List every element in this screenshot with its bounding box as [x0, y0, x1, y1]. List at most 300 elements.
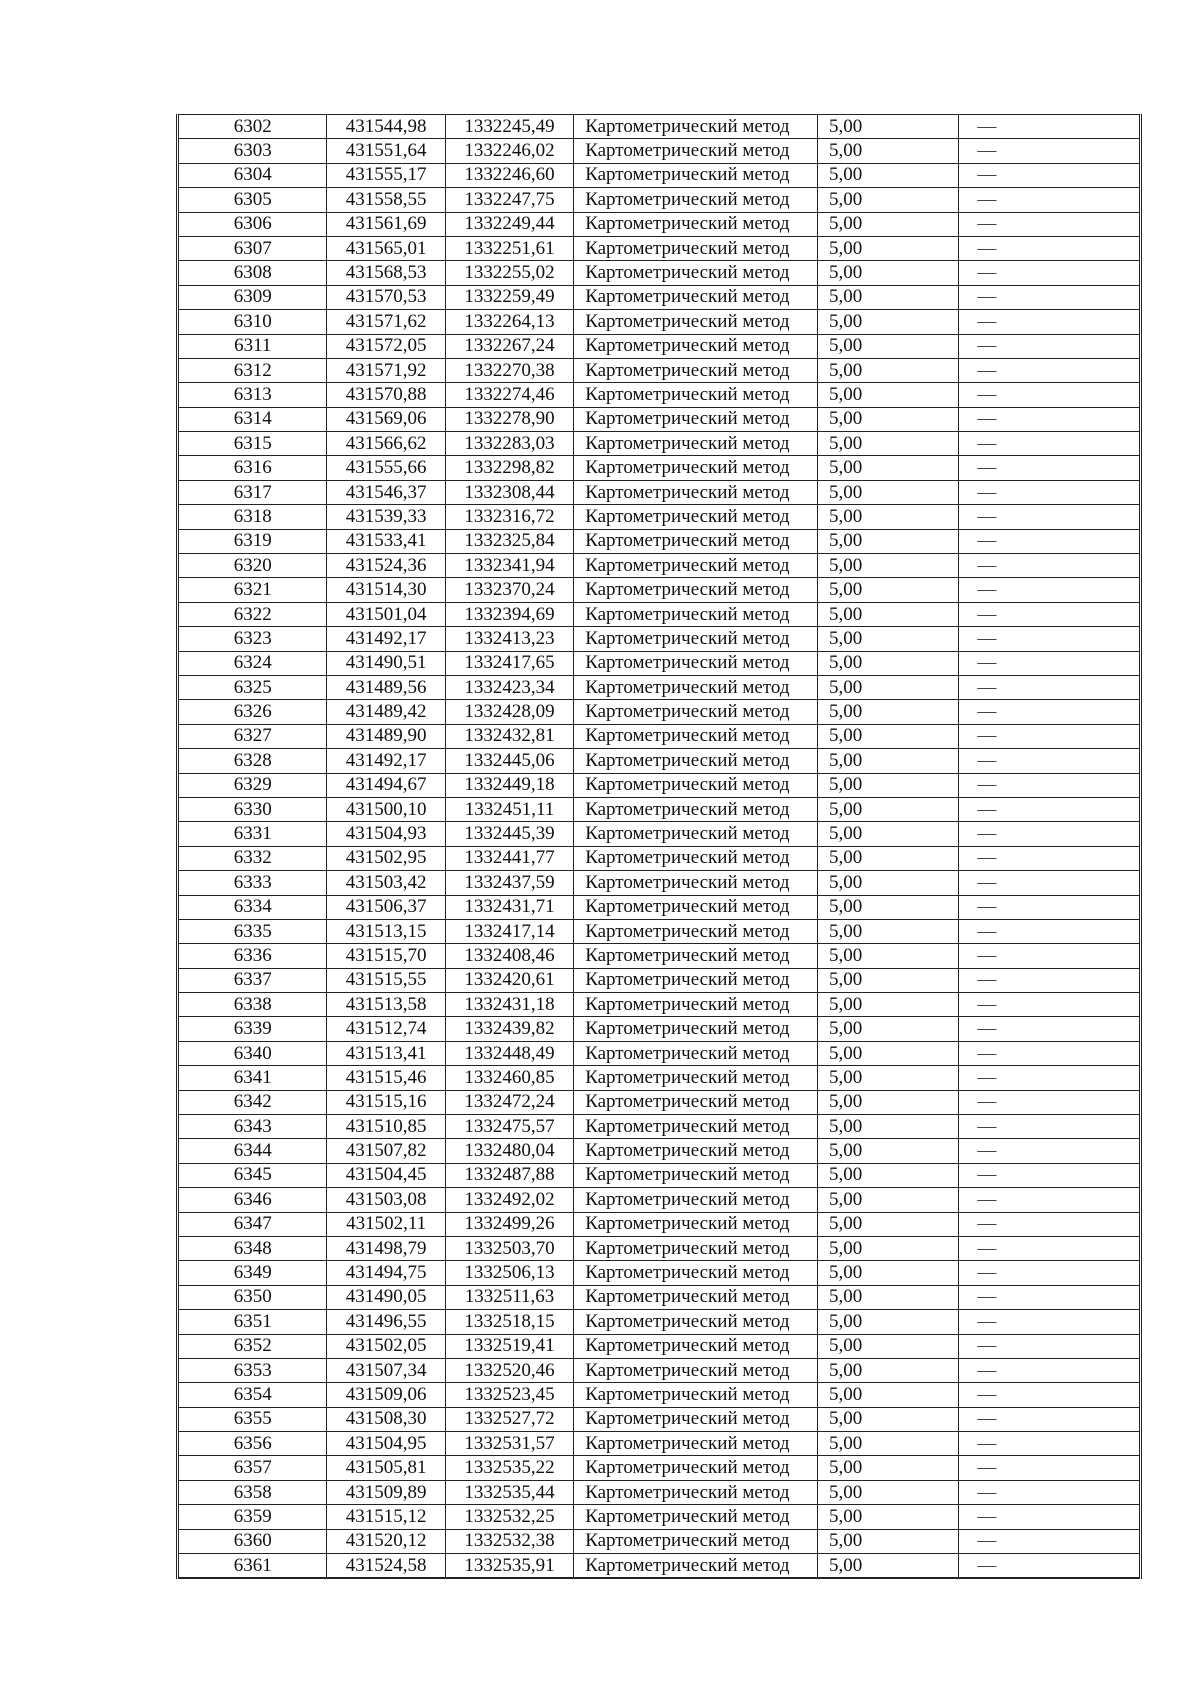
accuracy-cell: 5,00 — [817, 1407, 958, 1431]
note-cell: — — [959, 675, 1141, 699]
note-cell: — — [959, 1212, 1141, 1236]
method-cell: Картометрический метод — [574, 236, 818, 260]
point-number-cell: 6345 — [178, 1163, 327, 1187]
method-cell: Картометрический метод — [574, 1139, 818, 1163]
x-coordinate-cell: 431489,56 — [327, 675, 445, 699]
y-coordinate-cell: 1332246,02 — [445, 139, 573, 163]
point-number-cell: 6356 — [178, 1432, 327, 1456]
table-row — [178, 627, 1141, 651]
accuracy-cell: 5,00 — [817, 1017, 958, 1041]
accuracy-cell: 5,00 — [817, 919, 958, 943]
y-coordinate-cell: 1332487,88 — [445, 1163, 573, 1187]
table-row — [178, 1115, 1141, 1139]
method-cell: Картометрический метод — [574, 993, 818, 1017]
x-coordinate-cell: 431507,34 — [327, 1358, 445, 1382]
note-cell: — — [959, 407, 1141, 431]
method-cell: Картометрический метод — [574, 627, 818, 651]
method-cell: Картометрический метод — [574, 1554, 818, 1579]
y-coordinate-cell: 1332480,04 — [445, 1139, 573, 1163]
note-cell: — — [959, 1358, 1141, 1382]
method-cell: Картометрический метод — [574, 1066, 818, 1090]
x-coordinate-cell: 431502,95 — [327, 846, 445, 870]
table-row — [178, 602, 1141, 626]
table-row — [178, 188, 1141, 212]
method-cell: Картометрический метод — [574, 675, 818, 699]
point-number-cell: 6310 — [178, 310, 327, 334]
method-cell: Картометрический метод — [574, 602, 818, 626]
y-coordinate-cell: 1332325,84 — [445, 529, 573, 553]
point-number-cell: 6355 — [178, 1407, 327, 1431]
accuracy-cell: 5,00 — [817, 1212, 958, 1236]
y-coordinate-cell: 1332283,03 — [445, 432, 573, 456]
point-number-cell: 6316 — [178, 456, 327, 480]
point-number-cell: 6359 — [178, 1505, 327, 1529]
method-cell: Картометрический метод — [574, 139, 818, 163]
method-cell: Картометрический метод — [574, 505, 818, 529]
table-row — [178, 139, 1141, 163]
method-cell: Картометрический метод — [574, 651, 818, 675]
accuracy-cell: 5,00 — [817, 1432, 958, 1456]
point-number-cell: 6340 — [178, 1041, 327, 1065]
x-coordinate-cell: 431515,70 — [327, 944, 445, 968]
method-cell: Картометрический метод — [574, 212, 818, 236]
method-cell: Картометрический метод — [574, 334, 818, 358]
note-cell: — — [959, 188, 1141, 212]
point-number-cell: 6342 — [178, 1090, 327, 1114]
accuracy-cell: 5,00 — [817, 383, 958, 407]
table-row — [178, 895, 1141, 919]
point-number-cell: 6324 — [178, 651, 327, 675]
table-row — [178, 1188, 1141, 1212]
note-cell: — — [959, 1334, 1141, 1358]
x-coordinate-cell: 431570,88 — [327, 383, 445, 407]
note-cell: — — [959, 1163, 1141, 1187]
note-cell: — — [959, 627, 1141, 651]
x-coordinate-cell: 431504,93 — [327, 822, 445, 846]
table-row — [178, 1041, 1141, 1065]
y-coordinate-cell: 1332503,70 — [445, 1236, 573, 1260]
table-row — [178, 773, 1141, 797]
point-number-cell: 6336 — [178, 944, 327, 968]
note-cell: — — [959, 1188, 1141, 1212]
point-number-cell: 6346 — [178, 1188, 327, 1212]
method-cell: Картометрический метод — [574, 797, 818, 821]
point-number-cell: 6320 — [178, 554, 327, 578]
point-number-cell: 6308 — [178, 261, 327, 285]
method-cell: Картометрический метод — [574, 895, 818, 919]
table-row — [178, 749, 1141, 773]
y-coordinate-cell: 1332535,91 — [445, 1554, 573, 1579]
y-coordinate-cell: 1332535,22 — [445, 1456, 573, 1480]
x-coordinate-cell: 431506,37 — [327, 895, 445, 919]
y-coordinate-cell: 1332308,44 — [445, 480, 573, 504]
x-coordinate-cell: 431496,55 — [327, 1310, 445, 1334]
method-cell: Картометрический метод — [574, 919, 818, 943]
note-cell: — — [959, 749, 1141, 773]
method-cell: Картометрический метод — [574, 1188, 818, 1212]
note-cell: — — [959, 968, 1141, 992]
y-coordinate-cell: 1332255,02 — [445, 261, 573, 285]
method-cell: Картометрический метод — [574, 1212, 818, 1236]
table-row — [178, 261, 1141, 285]
y-coordinate-cell: 1332532,38 — [445, 1529, 573, 1553]
table-row — [178, 578, 1141, 602]
accuracy-cell: 5,00 — [817, 115, 958, 139]
table-row — [178, 285, 1141, 309]
table-row — [178, 993, 1141, 1017]
table-row — [178, 163, 1141, 187]
note-cell: — — [959, 529, 1141, 553]
x-coordinate-cell: 431544,98 — [327, 115, 445, 139]
x-coordinate-cell: 431571,92 — [327, 358, 445, 382]
note-cell: — — [959, 163, 1141, 187]
accuracy-cell: 5,00 — [817, 993, 958, 1017]
accuracy-cell: 5,00 — [817, 1334, 958, 1358]
y-coordinate-cell: 1332451,11 — [445, 797, 573, 821]
table-row — [178, 846, 1141, 870]
y-coordinate-cell: 1332445,06 — [445, 749, 573, 773]
method-cell: Картометрический метод — [574, 554, 818, 578]
note-cell: — — [959, 480, 1141, 504]
note-cell: — — [959, 919, 1141, 943]
accuracy-cell: 5,00 — [817, 627, 958, 651]
accuracy-cell: 5,00 — [817, 139, 958, 163]
accuracy-cell: 5,00 — [817, 749, 958, 773]
note-cell: — — [959, 1115, 1141, 1139]
y-coordinate-cell: 1332245,49 — [445, 115, 573, 139]
x-coordinate-cell: 431565,01 — [327, 236, 445, 260]
x-coordinate-cell: 431561,69 — [327, 212, 445, 236]
table-row — [178, 115, 1141, 139]
table-row — [178, 432, 1141, 456]
y-coordinate-cell: 1332247,75 — [445, 188, 573, 212]
point-number-cell: 6334 — [178, 895, 327, 919]
note-cell: — — [959, 1480, 1141, 1504]
y-coordinate-cell: 1332492,02 — [445, 1188, 573, 1212]
accuracy-cell: 5,00 — [817, 968, 958, 992]
accuracy-cell: 5,00 — [817, 651, 958, 675]
method-cell: Картометрический метод — [574, 1115, 818, 1139]
note-cell: — — [959, 334, 1141, 358]
note-cell: — — [959, 1505, 1141, 1529]
note-cell: — — [959, 1261, 1141, 1285]
x-coordinate-cell: 431490,05 — [327, 1285, 445, 1309]
note-cell: — — [959, 724, 1141, 748]
accuracy-cell: 5,00 — [817, 1066, 958, 1090]
note-cell: — — [959, 944, 1141, 968]
table-row — [178, 480, 1141, 504]
table-row — [178, 1456, 1141, 1480]
method-cell: Картометрический метод — [574, 1261, 818, 1285]
point-number-cell: 6311 — [178, 334, 327, 358]
accuracy-cell: 5,00 — [817, 236, 958, 260]
note-cell: — — [959, 310, 1141, 334]
table-row — [178, 700, 1141, 724]
table-row — [178, 1407, 1141, 1431]
y-coordinate-cell: 1332472,24 — [445, 1090, 573, 1114]
method-cell: Картометрический метод — [574, 578, 818, 602]
x-coordinate-cell: 431508,30 — [327, 1407, 445, 1431]
x-coordinate-cell: 431568,53 — [327, 261, 445, 285]
x-coordinate-cell: 431569,06 — [327, 407, 445, 431]
method-cell: Картометрический метод — [574, 1529, 818, 1553]
note-cell: — — [959, 651, 1141, 675]
y-coordinate-cell: 1332259,49 — [445, 285, 573, 309]
x-coordinate-cell: 431524,58 — [327, 1554, 445, 1579]
point-number-cell: 6337 — [178, 968, 327, 992]
x-coordinate-cell: 431503,42 — [327, 871, 445, 895]
note-cell: — — [959, 578, 1141, 602]
point-number-cell: 6332 — [178, 846, 327, 870]
accuracy-cell: 5,00 — [817, 407, 958, 431]
x-coordinate-cell: 431513,41 — [327, 1041, 445, 1065]
point-number-cell: 6305 — [178, 188, 327, 212]
method-cell: Картометрический метод — [574, 1310, 818, 1334]
x-coordinate-cell: 431514,30 — [327, 578, 445, 602]
note-cell: — — [959, 1529, 1141, 1553]
point-number-cell: 6328 — [178, 749, 327, 773]
table-row — [178, 1066, 1141, 1090]
note-cell: — — [959, 1456, 1141, 1480]
x-coordinate-cell: 431504,45 — [327, 1163, 445, 1187]
x-coordinate-cell: 431489,42 — [327, 700, 445, 724]
method-cell: Картометрический метод — [574, 871, 818, 895]
y-coordinate-cell: 1332437,59 — [445, 871, 573, 895]
point-number-cell: 6349 — [178, 1261, 327, 1285]
table-row — [178, 1236, 1141, 1260]
x-coordinate-cell: 431510,85 — [327, 1115, 445, 1139]
accuracy-cell: 5,00 — [817, 773, 958, 797]
point-number-cell: 6350 — [178, 1285, 327, 1309]
accuracy-cell: 5,00 — [817, 285, 958, 309]
note-cell: — — [959, 285, 1141, 309]
y-coordinate-cell: 1332420,61 — [445, 968, 573, 992]
method-cell: Картометрический метод — [574, 383, 818, 407]
note-cell: — — [959, 1041, 1141, 1065]
point-number-cell: 6314 — [178, 407, 327, 431]
accuracy-cell: 5,00 — [817, 1090, 958, 1114]
table-row — [178, 1505, 1141, 1529]
table-row — [178, 334, 1141, 358]
y-coordinate-cell: 1332511,63 — [445, 1285, 573, 1309]
note-cell: — — [959, 822, 1141, 846]
x-coordinate-cell: 431500,10 — [327, 797, 445, 821]
table-row — [178, 1017, 1141, 1041]
accuracy-cell: 5,00 — [817, 1358, 958, 1382]
y-coordinate-cell: 1332264,13 — [445, 310, 573, 334]
accuracy-cell: 5,00 — [817, 529, 958, 553]
method-cell: Картометрический метод — [574, 1163, 818, 1187]
y-coordinate-cell: 1332499,26 — [445, 1212, 573, 1236]
table-row — [178, 310, 1141, 334]
y-coordinate-cell: 1332431,18 — [445, 993, 573, 1017]
method-cell: Картометрический метод — [574, 1236, 818, 1260]
table-row — [178, 1285, 1141, 1309]
note-cell: — — [959, 554, 1141, 578]
point-number-cell: 6303 — [178, 139, 327, 163]
x-coordinate-cell: 431566,62 — [327, 432, 445, 456]
x-coordinate-cell: 431533,41 — [327, 529, 445, 553]
table-row — [178, 383, 1141, 407]
point-number-cell: 6302 — [178, 115, 327, 139]
method-cell: Картометрический метод — [574, 1456, 818, 1480]
table-row — [178, 212, 1141, 236]
x-coordinate-cell: 431507,82 — [327, 1139, 445, 1163]
method-cell: Картометрический метод — [574, 163, 818, 187]
table-row — [178, 554, 1141, 578]
accuracy-cell: 5,00 — [817, 1285, 958, 1309]
accuracy-cell: 5,00 — [817, 1115, 958, 1139]
table-row — [178, 944, 1141, 968]
x-coordinate-cell: 431494,67 — [327, 773, 445, 797]
x-coordinate-cell: 431498,79 — [327, 1236, 445, 1260]
accuracy-cell: 5,00 — [817, 1383, 958, 1407]
x-coordinate-cell: 431494,75 — [327, 1261, 445, 1285]
accuracy-cell: 5,00 — [817, 261, 958, 285]
x-coordinate-cell: 431504,95 — [327, 1432, 445, 1456]
table-row — [178, 797, 1141, 821]
y-coordinate-cell: 1332394,69 — [445, 602, 573, 626]
note-cell: — — [959, 993, 1141, 1017]
note-cell: — — [959, 1554, 1141, 1579]
method-cell: Картометрический метод — [574, 1334, 818, 1358]
x-coordinate-cell: 431572,05 — [327, 334, 445, 358]
note-cell: — — [959, 895, 1141, 919]
x-coordinate-cell: 431503,08 — [327, 1188, 445, 1212]
point-number-cell: 6343 — [178, 1115, 327, 1139]
accuracy-cell: 5,00 — [817, 822, 958, 846]
accuracy-cell: 5,00 — [817, 358, 958, 382]
table-row — [178, 1480, 1141, 1504]
accuracy-cell: 5,00 — [817, 1236, 958, 1260]
note-cell: — — [959, 261, 1141, 285]
method-cell: Картометрический метод — [574, 1090, 818, 1114]
note-cell: — — [959, 1090, 1141, 1114]
point-number-cell: 6317 — [178, 480, 327, 504]
y-coordinate-cell: 1332527,72 — [445, 1407, 573, 1431]
note-cell: — — [959, 797, 1141, 821]
table-row — [178, 1163, 1141, 1187]
x-coordinate-cell: 431571,62 — [327, 310, 445, 334]
y-coordinate-cell: 1332523,45 — [445, 1383, 573, 1407]
method-cell: Картометрический метод — [574, 115, 818, 139]
method-cell: Картометрический метод — [574, 968, 818, 992]
table-row — [178, 1529, 1141, 1553]
table-row — [178, 1432, 1141, 1456]
point-number-cell: 6315 — [178, 432, 327, 456]
point-number-cell: 6331 — [178, 822, 327, 846]
note-cell: — — [959, 358, 1141, 382]
point-number-cell: 6358 — [178, 1480, 327, 1504]
note-cell: — — [959, 602, 1141, 626]
x-coordinate-cell: 431505,81 — [327, 1456, 445, 1480]
method-cell: Картометрический метод — [574, 456, 818, 480]
table-row — [178, 236, 1141, 260]
note-cell: — — [959, 1432, 1141, 1456]
accuracy-cell: 5,00 — [817, 1456, 958, 1480]
x-coordinate-cell: 431555,66 — [327, 456, 445, 480]
x-coordinate-cell: 431501,04 — [327, 602, 445, 626]
note-cell: — — [959, 432, 1141, 456]
point-number-cell: 6323 — [178, 627, 327, 651]
x-coordinate-cell: 431520,12 — [327, 1529, 445, 1553]
y-coordinate-cell: 1332413,23 — [445, 627, 573, 651]
note-cell: — — [959, 1407, 1141, 1431]
y-coordinate-cell: 1332506,13 — [445, 1261, 573, 1285]
point-number-cell: 6306 — [178, 212, 327, 236]
accuracy-cell: 5,00 — [817, 505, 958, 529]
point-number-cell: 6348 — [178, 1236, 327, 1260]
point-number-cell: 6354 — [178, 1383, 327, 1407]
point-number-cell: 6341 — [178, 1066, 327, 1090]
note-cell: — — [959, 1017, 1141, 1041]
x-coordinate-cell: 431515,16 — [327, 1090, 445, 1114]
x-coordinate-cell: 431546,37 — [327, 480, 445, 504]
point-number-cell: 6312 — [178, 358, 327, 382]
y-coordinate-cell: 1332251,61 — [445, 236, 573, 260]
y-coordinate-cell: 1332270,38 — [445, 358, 573, 382]
x-coordinate-cell: 431492,17 — [327, 749, 445, 773]
y-coordinate-cell: 1332531,57 — [445, 1432, 573, 1456]
x-coordinate-cell: 431509,89 — [327, 1480, 445, 1504]
x-coordinate-cell: 431502,11 — [327, 1212, 445, 1236]
y-coordinate-cell: 1332535,44 — [445, 1480, 573, 1504]
table-row — [178, 919, 1141, 943]
y-coordinate-cell: 1332449,18 — [445, 773, 573, 797]
accuracy-cell: 5,00 — [817, 1188, 958, 1212]
method-cell: Картометрический метод — [574, 261, 818, 285]
x-coordinate-cell: 431555,17 — [327, 163, 445, 187]
note-cell: — — [959, 212, 1141, 236]
accuracy-cell: 5,00 — [817, 480, 958, 504]
point-number-cell: 6360 — [178, 1529, 327, 1553]
y-coordinate-cell: 1332460,85 — [445, 1066, 573, 1090]
method-cell: Картометрический метод — [574, 358, 818, 382]
y-coordinate-cell: 1332246,60 — [445, 163, 573, 187]
y-coordinate-cell: 1332431,71 — [445, 895, 573, 919]
x-coordinate-cell: 431490,51 — [327, 651, 445, 675]
method-cell: Картометрический метод — [574, 1041, 818, 1065]
y-coordinate-cell: 1332520,46 — [445, 1358, 573, 1382]
table-row — [178, 651, 1141, 675]
y-coordinate-cell: 1332341,94 — [445, 554, 573, 578]
x-coordinate-cell: 431551,64 — [327, 139, 445, 163]
point-number-cell: 6309 — [178, 285, 327, 309]
table-row — [178, 822, 1141, 846]
note-cell: — — [959, 846, 1141, 870]
note-cell: — — [959, 139, 1141, 163]
point-number-cell: 6339 — [178, 1017, 327, 1041]
note-cell: — — [959, 383, 1141, 407]
accuracy-cell: 5,00 — [817, 846, 958, 870]
point-number-cell: 6326 — [178, 700, 327, 724]
method-cell: Картометрический метод — [574, 480, 818, 504]
point-number-cell: 6347 — [178, 1212, 327, 1236]
y-coordinate-cell: 1332475,57 — [445, 1115, 573, 1139]
point-number-cell: 6333 — [178, 871, 327, 895]
table-row — [178, 968, 1141, 992]
method-cell: Картометрический метод — [574, 846, 818, 870]
y-coordinate-cell: 1332428,09 — [445, 700, 573, 724]
accuracy-cell: 5,00 — [817, 310, 958, 334]
method-cell: Картометрический метод — [574, 1505, 818, 1529]
accuracy-cell: 5,00 — [817, 1163, 958, 1187]
y-coordinate-cell: 1332370,24 — [445, 578, 573, 602]
accuracy-cell: 5,00 — [817, 188, 958, 212]
y-coordinate-cell: 1332274,46 — [445, 383, 573, 407]
y-coordinate-cell: 1332316,72 — [445, 505, 573, 529]
y-coordinate-cell: 1332432,81 — [445, 724, 573, 748]
